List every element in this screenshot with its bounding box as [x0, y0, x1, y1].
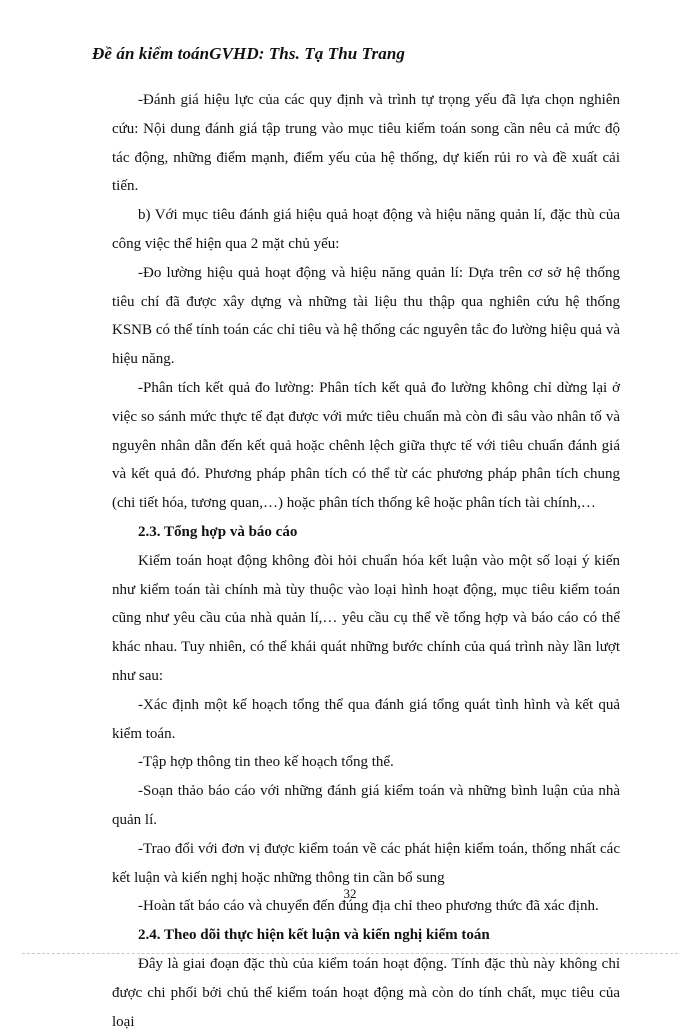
list-item: -Xác định một kế hoạch tổng thể qua đánh giá tổng quát tình hình và kết quả kiểm toán.: [112, 696, 620, 742]
paragraph: b) Với mục tiêu đánh giá hiệu quả hoạt động và hiệu năng quản lí, đặc thù của công việc thể hiện qua 2 mặt chủ yếu:: [112, 207, 620, 252]
page-number: 32: [343, 886, 357, 901]
paragraph: Đây là giai đoạn đặc thù của kiểm toán hoạt động. Tính đặc thù này không chỉ được chi phối bởi chủ thể kiểm toán hoạt động mà còn do tính chất, mục tiêu của loại: [112, 955, 620, 1030]
list-item: -Hoàn tất báo cáo và chuyển đến đúng địa chỉ theo phương thức đã xác định.: [138, 898, 599, 915]
paragraph: -Đánh giá hiệu lực của các quy định và trình tự trọng yếu đã lựa chọn nghiên cứu: Nội dung đánh giá tập trung vào mục tiêu kiểm toán song cần nêu cả mức độ tác động, những điểm mạnh, điểm yếu của hệ thống, dự kiến rủi ro và đề xuất cải tiến.: [112, 92, 620, 195]
page-bottom-divider: [22, 953, 678, 954]
paragraph: -Đo lường hiệu quả hoạt động và hiệu năng quản lí: Dựa trên cơ sở hệ thống tiêu chí đã được xây dựng và những tài liệu thu thập qua nghiên cứu hệ thống KSNB có thể tính toán các chỉ tiêu và hệ thống các nguyên tắc đo lường hiệu quả và hiệu năng.: [112, 264, 620, 368]
paragraph: -Phân tích kết quả đo lường: Phân tích kết quả đo lường không chỉ dừng lại ở việc so sánh mức thực tế đạt được với mức tiêu chuẩn mà còn đi sâu vào nhân tố và nguyên nhân dẫn đến kết quả hoặc chênh lệch giữa thực tế với tiêu chuẩn đánh giá và kết quả đó. Phương pháp phân tích có thể từ các phương pháp phân tích chung (chi tiết hóa, tương quan,…) hoặc phân tích thống kê hoặc phân tích tài chính,…: [112, 379, 620, 512]
list-item: -Tập hợp thông tin theo kế hoạch tổng thể.: [138, 754, 394, 771]
list-item: -Soạn thảo báo cáo với những đánh giá kiểm toán và những bình luận của nhà quản lí.: [112, 783, 620, 828]
document-header: Đề án kiểm toánGVHD: Ths. Tạ Thu Trang: [92, 44, 405, 63]
list-item: -Trao đổi với đơn vị được kiểm toán về các phát hiện kiểm toán, thống nhất các kết luận và kiến nghị hoặc những thông tin cần bổ sung: [112, 840, 620, 886]
section-heading-2-4: 2.4. Theo dõi thực hiện kết luận và kiến nghị kiểm toán: [138, 927, 490, 944]
paragraph: Kiểm toán hoạt động không đòi hỏi chuẩn hóa kết luận vào một số loại ý kiến như kiểm toán tài chính mà tùy thuộc vào loại hình hoạt động, mục tiêu kiểm toán cũng như yêu cầu của nhà quản lí,… yêu cầu cụ thể về tổng hợp và báo cáo có thể khác nhau. Tuy nhiên, có thể khái quát những bước chính của quá trình này lần lượt như sau:: [112, 552, 620, 684]
section-heading-2-3: 2.3. Tổng hợp và báo cáo: [138, 523, 298, 540]
